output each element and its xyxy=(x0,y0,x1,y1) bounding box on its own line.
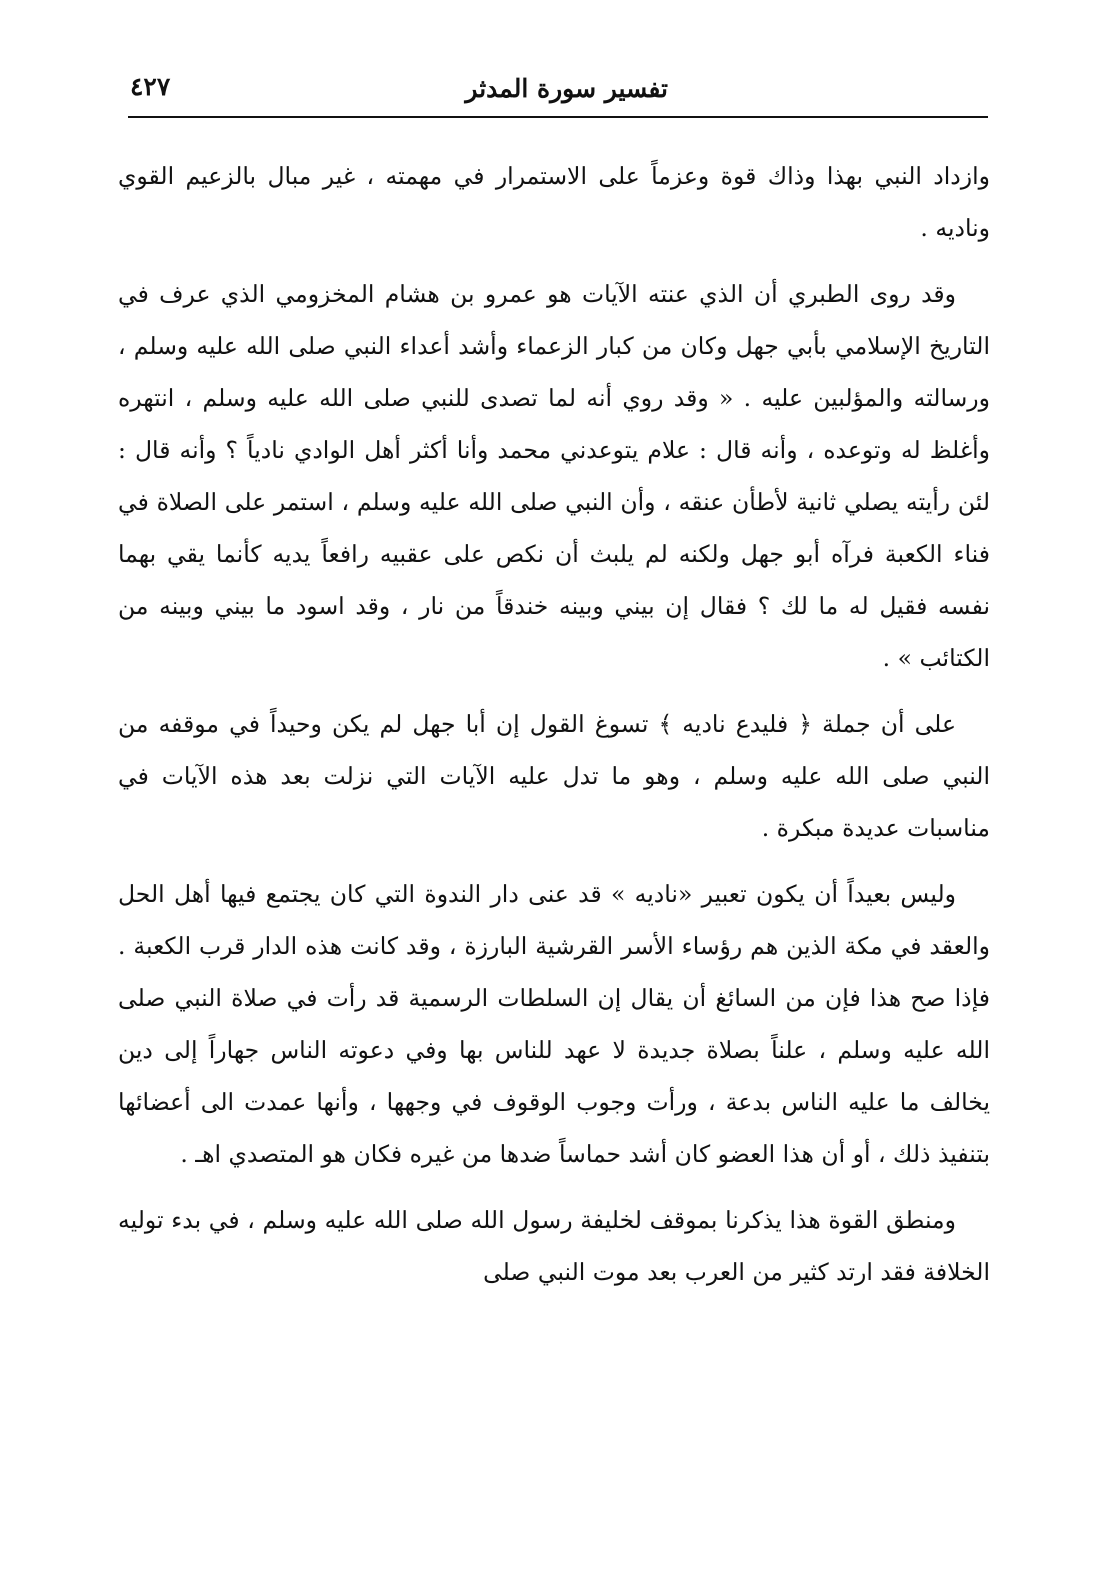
paragraph-4: وليس بعيداً أن يكون تعبير «ناديه » قد عنى دار الندوة التي كان يجتمع فيها أهل الحل والعقد في مكة الذين هم رؤساء الأسر القرشية البارزة ، وقد كانت هذه الدار قرب الكعبة . فإذا صح هذا فإن من السائغ أن يقال إن السلطات الرسمية قد رأت في صلاة النبي صلى الله عليه وسلم ، علناً بصلاة جديدة لا عهد للناس بها وفي دعوته الناس جهاراً إلى دين يخالف ما عليه الناس بدعة ، ورأت وجوب الوقوف في وجهها ، وأنها عمدت الى أعضائها بتنفيذ ذلك ، أو أن هذا العضو كان أشد حماساً ضدها من غيره فكان هو المتصدي اهـ . xyxy=(118,880,990,1168)
header-title: تفسير سورة المدثر xyxy=(465,74,668,103)
paragraph-3: على أن جملة ﴿ فليدع ناديه ﴾ تسوغ القول إن أبا جهل لم يكن وحيداً في موقفه من النبي صلى الله عليه وسلم ، وهو ما تدل عليه الآيات التي نزلت بعد هذه الآيات في مناسبات عديدة مبكرة . xyxy=(118,710,990,842)
body-text xyxy=(118,150,990,1312)
paragraph-1: وازداد النبي بهذا وذاك قوة وعزماً على الاستمرار في مهمته ، غير مبال بالزعيم القوي وناديه . xyxy=(118,162,990,242)
page-number: ٤٢٧ xyxy=(130,72,171,101)
paragraph-5: ومنطق القوة هذا يذكرنا بموقف لخليفة رسول الله صلى الله عليه وسلم ، في بدء توليه الخلافة فقد ارتد كثير من العرب بعد موت النبي صلى xyxy=(118,1206,990,1286)
paragraph-2: وقد روى الطبري أن الذي عنته الآيات هو عمرو بن هشام المخزومي الذي عرف في التاريخ الإسلامي بأبي جهل وكان من كبار الزعماء وأشد أعداء النبي صلى الله عليه وسلم ، ورسالته والمؤلبين عليه . « وقد روي أنه لما تصدى للنبي صلى الله عليه وسلم ، انتهره وأغلظ له وتوعده ، وأنه قال : علام يتوعدني محمد وأنا أكثر أهل الوادي نادياً ؟ وأنه قال : لئن رأيته يصلي ثانية لأطأن عنقه ، وأن النبي صلى الله عليه وسلم ، استمر على الصلاة في فناء الكعبة فرآه أبو جهل ولكنه لم يلبث أن نكص على عقبيه رافعاً يديه كأنما يقي بهما نفسه فقيل له ما لك ؟ فقال إن بيني وبينه خندقاً من نار ، وقد اسود ما بيني وبينه من الكتائب » . xyxy=(118,280,990,672)
running-header xyxy=(128,62,988,118)
